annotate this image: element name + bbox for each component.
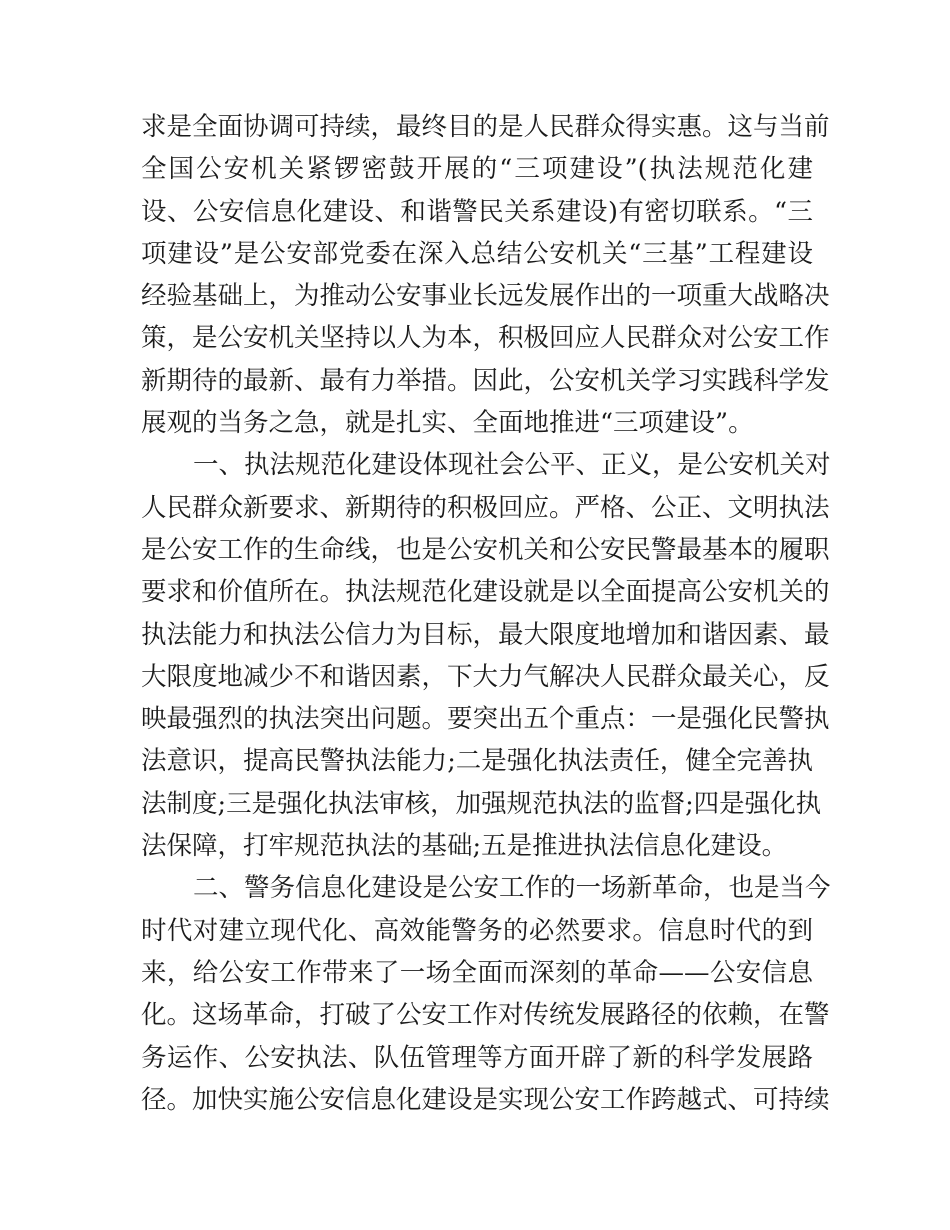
text-line: 一、执法规范化建设体现社会公平、正义，是公安机关对 xyxy=(193,450,831,481)
text-line: 务运作、公安执法、队伍管理等方面开辟了新的科学发展路 xyxy=(141,1042,813,1073)
text-line: 法保障，打牢规范执法的基础;五是推进执法信息化建设。 xyxy=(141,831,788,862)
text-line: 新期待的最新、最有力举措。因此，公安机关学习实践科学发 xyxy=(141,365,830,396)
text-line: 经验基础上，为推动公安事业长远发展作出的一项重大战略决 xyxy=(141,281,830,312)
text-line: 法制度;三是强化执法审核，加强规范执法的监督;四是强化执 xyxy=(141,788,822,819)
text-line: 大限度地减少不和谐因素，下大力气解决人民群众最关心，反 xyxy=(141,661,830,692)
text-line: 展观的当务之急，就是扎实、全面地推进“三项建设”。 xyxy=(141,408,754,439)
text-line: 化。这场革命，打破了公安工作对传统发展路径的依赖，在警 xyxy=(141,1000,830,1031)
text-line: 设、公安信息化建设、和谐警民关系建设)有密切联系。“三 xyxy=(141,196,813,227)
text-line: 径。加快实施公安信息化建设是实现公安工作跨越式、可持续 xyxy=(141,1084,830,1115)
text-line: 求是全面协调可持续，最终目的是人民群众得实惠。这与当前 xyxy=(141,112,830,142)
text-line: 法意识，提高民警执法能力;二是强化执法责任，健全完善执 xyxy=(141,746,813,777)
text-line: 二、警务信息化建设是公安工作的一场新革命，也是当今 xyxy=(193,873,831,904)
text-line: 策，是公安机关坚持以人为本，积极回应人民群众对公安工作 xyxy=(141,323,830,354)
text-line: 执法能力和执法公信力为目标，最大限度地增加和谐因素、最 xyxy=(141,619,830,650)
text-line: 人民群众新要求、新期待的积极回应。严格、公正、文明执法 xyxy=(141,492,830,523)
text-line: 映最强烈的执法突出问题。要突出五个重点：一是强化民警执 xyxy=(141,704,830,735)
body-text xyxy=(141,106,831,1121)
text-line: 项建设”是公安部党委在深入总结公安机关“三基”工程建设 xyxy=(141,238,813,269)
text-line: 是公安工作的生命线，也是公安机关和公安民警最基本的履职 xyxy=(141,534,830,565)
text-line: 全国公安机关紧锣密鼓开展的“三项建设”(执法规范化建 xyxy=(141,154,813,185)
text-line: 时代对建立现代化、高效能警务的必然要求。信息时代的到 xyxy=(141,915,813,946)
text-line: 来，给公安工作带来了一场全面而深刻的革命——公安信息 xyxy=(141,957,813,988)
text-line: 要求和价值所在。执法规范化建设就是以全面提高公安机关的 xyxy=(141,577,830,608)
